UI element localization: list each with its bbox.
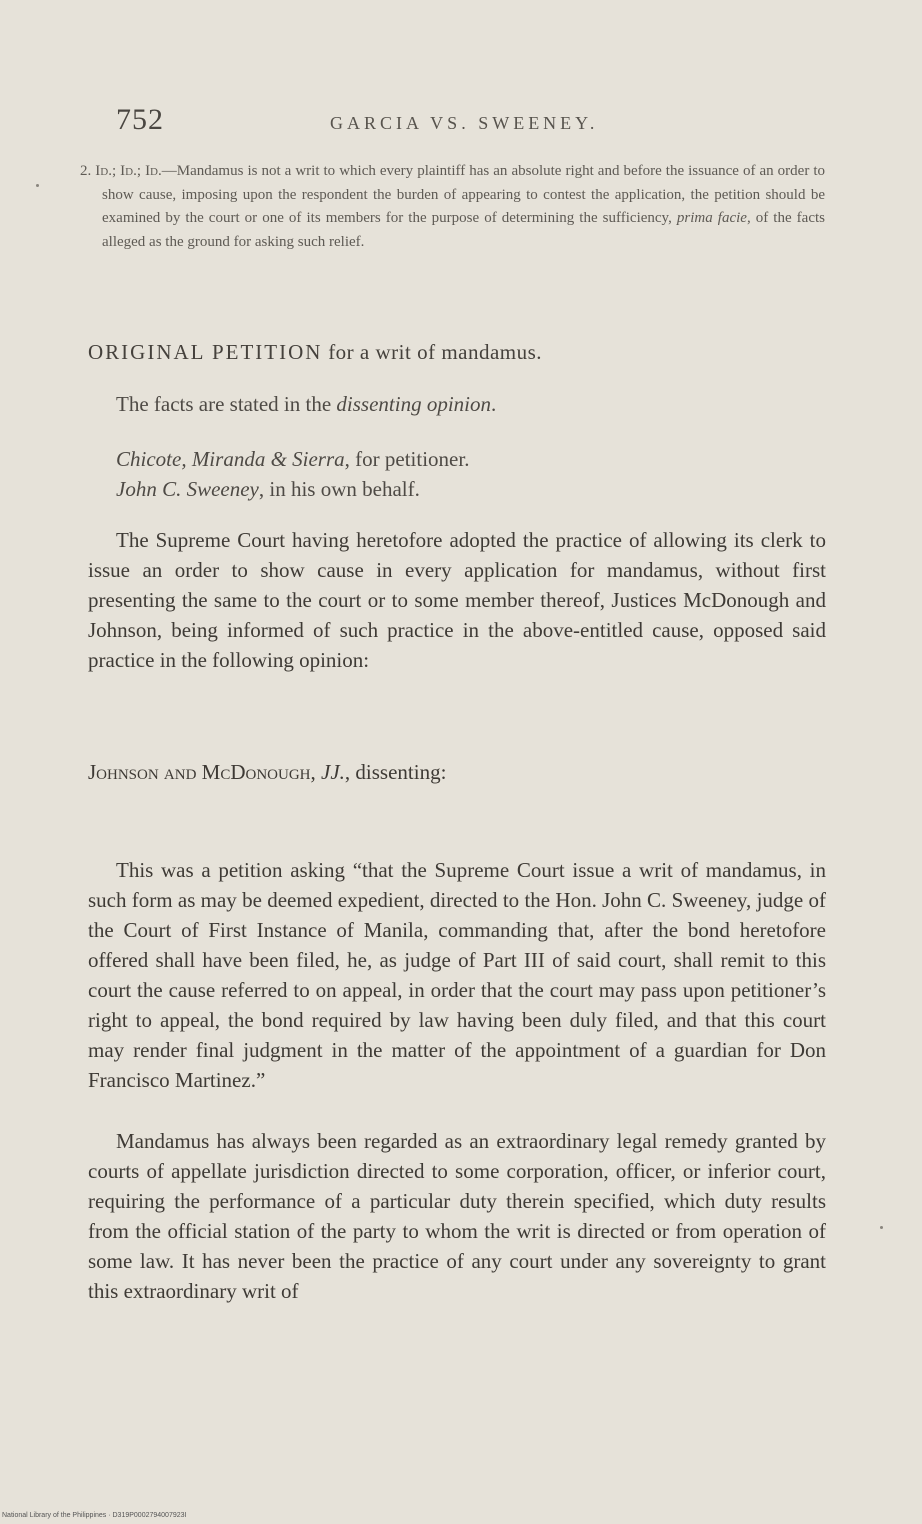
counsel-respondent [116,474,469,504]
headnote-text-2: , of the facts alleged as the ground for asking such relief. [102,210,825,250]
facts-text-start: The facts are stated in the [116,392,337,416]
paragraph-mandamus: Mandamus has always been regarded as an extraordinary legal remedy granted by courts of appellate jurisdiction directed to some corporation, officer, or inferior court, requiring the performance of a particular duty therein specified, which duty results from the official station of the party to whom the writ is directed or from operation of some law. It has never been the practice of any court under any sovereignty to grant this extraordinary writ of [88,1129,826,1303]
facts-italic: dissenting opinion [336,392,491,416]
headnote-id-1: Id. [95,163,112,179]
headnote-separator-1: ; [111,163,121,179]
library-footer: National Library of the Philippines · D319P0002794007923I [2,1512,187,1519]
headnote-italic: prima facie [676,210,747,226]
page-number: 752 [116,103,164,136]
headnote-text-1: —Mandamus is not a writ to which every plaintiff has an absolute right and before the issuance of an order to show cause, imposing upon the respondent the burden of appearing to contest the application, the petition should be examined by the court or one of its members for the purpose of determining the sufficiency, [102,163,825,226]
counsel-block [116,444,469,504]
paragraph-petition: This was a petition asking “that the Supreme Court issue a writ of mandamus, in such form as may be deemed expedient, directed to the Hon. John C. Sweeney, judge of the Court of First Instance of Manila, commanding that, after the bond heretofore offered shall have been filed, he, as judge of Part III of said court, shall remit to this court the cause referred to on appeal, in order that the court may pass upon petitioner’s right to appeal, the bond required by law having been duly filed, and that this court may render final judgment in the matter of the appointment of a guardian for Don Francisco Martinez.” [88,858,826,1092]
headnote [80,160,825,254]
headnote-number: 2. [80,163,96,179]
dissent-byline [88,760,446,785]
counsel-respondent-role: , in his own behalf. [258,477,420,501]
dissent-title: JJ. [321,760,345,784]
case-title-caps: ORIGINAL PETITION [88,340,323,364]
running-head: GARCIA VS. SWEENEY. [330,113,599,133]
headnote-id-3: Id. [145,163,162,179]
headnote-separator-2: ; [136,163,146,179]
dissent-separator: , [310,760,322,784]
margin-speck [880,1226,883,1229]
dissent-tail: , dissenting: [344,760,447,784]
facts-text-end: . [491,392,497,416]
paragraph-court-practice: The Supreme Court having heretofore adopted the practice of allowing its clerk to issue an order to show cause in every application for mandamus, without first presenting the same to the court or to some member thereof, Justices McDonough and Johnson, being informed of such practice in the above-entitled cause, opposed said practice in the following opinion: [88,528,826,672]
headnote-id-2: Id. [120,163,137,179]
counsel-petitioner-name: Chicote, Miranda & Sierra [116,447,345,471]
facts-statement [116,392,496,417]
margin-speck [36,184,39,187]
counsel-petitioner [116,444,469,474]
counsel-respondent-name: John C. Sweeney [116,477,259,501]
case-title [88,340,833,365]
counsel-petitioner-role: , for petitioner. [344,447,470,471]
dissent-justices: Johnson and McDonough [88,760,311,784]
case-title-rest: for a writ of mandamus. [322,340,543,364]
headnote-body [80,160,825,254]
